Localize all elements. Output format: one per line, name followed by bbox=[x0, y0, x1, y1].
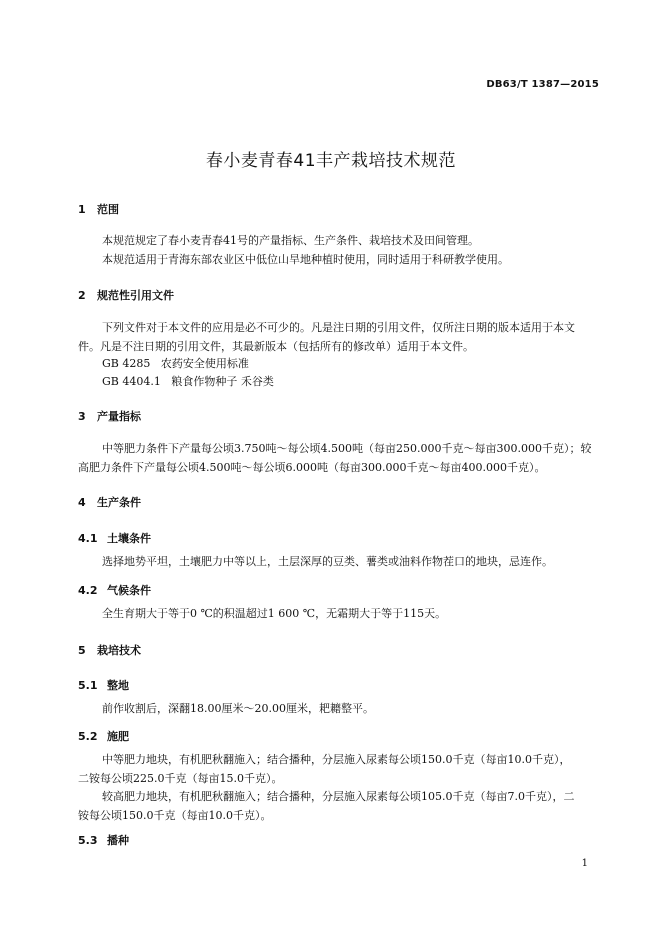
paragraph-line: 高肥力条件下产量每公顷4.500吨～每公顷6.000吨（每亩300.000千克～每亩400.000千克）。 bbox=[78, 460, 546, 474]
normative-reference: GB 4285 农药安全使用标准 bbox=[102, 357, 249, 370]
section-number: 2 bbox=[78, 289, 86, 302]
paragraph: 本规范适用于青海东部农业区中低位山旱地种植时使用，同时适用于科研教学使用。 bbox=[102, 252, 509, 266]
section-heading-2 bbox=[78, 287, 174, 303]
subsection-number: 5.1 bbox=[78, 679, 98, 692]
paragraph-line: 中等肥力条件下产量每公顷3.750吨～每公顷4.500吨（每亩250.000千克～每亩300.000千克）；较 bbox=[102, 442, 592, 455]
subsection-heading-4-2 bbox=[78, 582, 151, 598]
paragraph-line: 较高肥力地块，有机肥秋翻施入；结合播种，分层施入尿素每公顷105.0千克（每亩7.0千克），二 bbox=[102, 790, 575, 803]
paragraph-line: 件。凡是不注日期的引用文件，其最新版本（包括所有的修改单）适用于本文件。 bbox=[78, 339, 474, 353]
subsection-number: 5.3 bbox=[78, 834, 98, 847]
normative-reference: GB 4404.1 粮食作物种子 禾谷类 bbox=[102, 375, 274, 388]
section-heading-4 bbox=[78, 494, 141, 510]
section-title: 规范性引用文件 bbox=[97, 289, 174, 302]
section-number: 5 bbox=[78, 644, 86, 657]
section-number: 3 bbox=[78, 410, 86, 423]
subsection-heading-4-1 bbox=[78, 530, 151, 546]
section-5-2-body bbox=[78, 751, 606, 825]
section-heading-5 bbox=[78, 642, 141, 658]
section-3-body bbox=[78, 440, 606, 477]
subsection-heading-5-2 bbox=[78, 728, 129, 744]
section-number: 1 bbox=[78, 203, 86, 216]
subsection-title: 土壤条件 bbox=[107, 532, 151, 545]
section-heading-1 bbox=[78, 201, 119, 217]
section-title: 生产条件 bbox=[97, 496, 141, 509]
subsection-title: 播种 bbox=[107, 834, 129, 847]
subsection-number: 4.2 bbox=[78, 584, 98, 597]
subsection-title: 整地 bbox=[107, 679, 129, 692]
paragraph: 本规范规定了春小麦青春41号的产量指标、生产条件、栽培技术及田间管理。 bbox=[102, 234, 479, 247]
paragraph-line: 下列文件对于本文件的应用是必不可少的。凡是注日期的引用文件，仅所注日期的版本适用于本文 bbox=[102, 321, 575, 334]
standard-code: DB63/T 1387—2015 bbox=[486, 79, 599, 90]
section-1-body bbox=[78, 232, 606, 269]
subsection-heading-5-3 bbox=[78, 832, 129, 848]
section-2-body bbox=[78, 319, 606, 356]
paragraph: 全生育期大于等于0 ℃的积温超过1 600 ℃，无霜期大于等于115天。 bbox=[102, 607, 447, 620]
section-title: 栽培技术 bbox=[97, 644, 141, 657]
section-title: 产量指标 bbox=[97, 410, 141, 423]
subsection-heading-5-1 bbox=[78, 677, 129, 693]
section-heading-3 bbox=[78, 408, 141, 424]
section-title: 范围 bbox=[97, 203, 119, 216]
subsection-title: 气候条件 bbox=[107, 584, 151, 597]
subsection-title: 施肥 bbox=[107, 730, 129, 743]
paragraph-line: 二铵每公顷225.0千克（每亩15.0千克）。 bbox=[78, 771, 283, 785]
paragraph-line: 中等肥力地块，有机肥秋翻施入；结合播种，分层施入尿素每公顷150.0千克（每亩10.0千克）， bbox=[102, 753, 571, 766]
paragraph: 前作收割后，深翻18.00厘米～20.00厘米，耙耱整平。 bbox=[102, 702, 374, 715]
subsection-number: 4.1 bbox=[78, 532, 98, 545]
paragraph-line: 铵每公顷150.0千克（每亩10.0千克）。 bbox=[78, 808, 272, 822]
document-title: 春小麦青春41丰产栽培技术规范 bbox=[205, 151, 457, 171]
section-number: 4 bbox=[78, 496, 86, 509]
paragraph: 选择地势平坦，土壤肥力中等以上，土层深厚的豆类、薯类或油料作物茬口的地块，忌连作。 bbox=[102, 555, 553, 568]
subsection-number: 5.2 bbox=[78, 730, 98, 743]
page-number: 1 bbox=[581, 858, 588, 869]
